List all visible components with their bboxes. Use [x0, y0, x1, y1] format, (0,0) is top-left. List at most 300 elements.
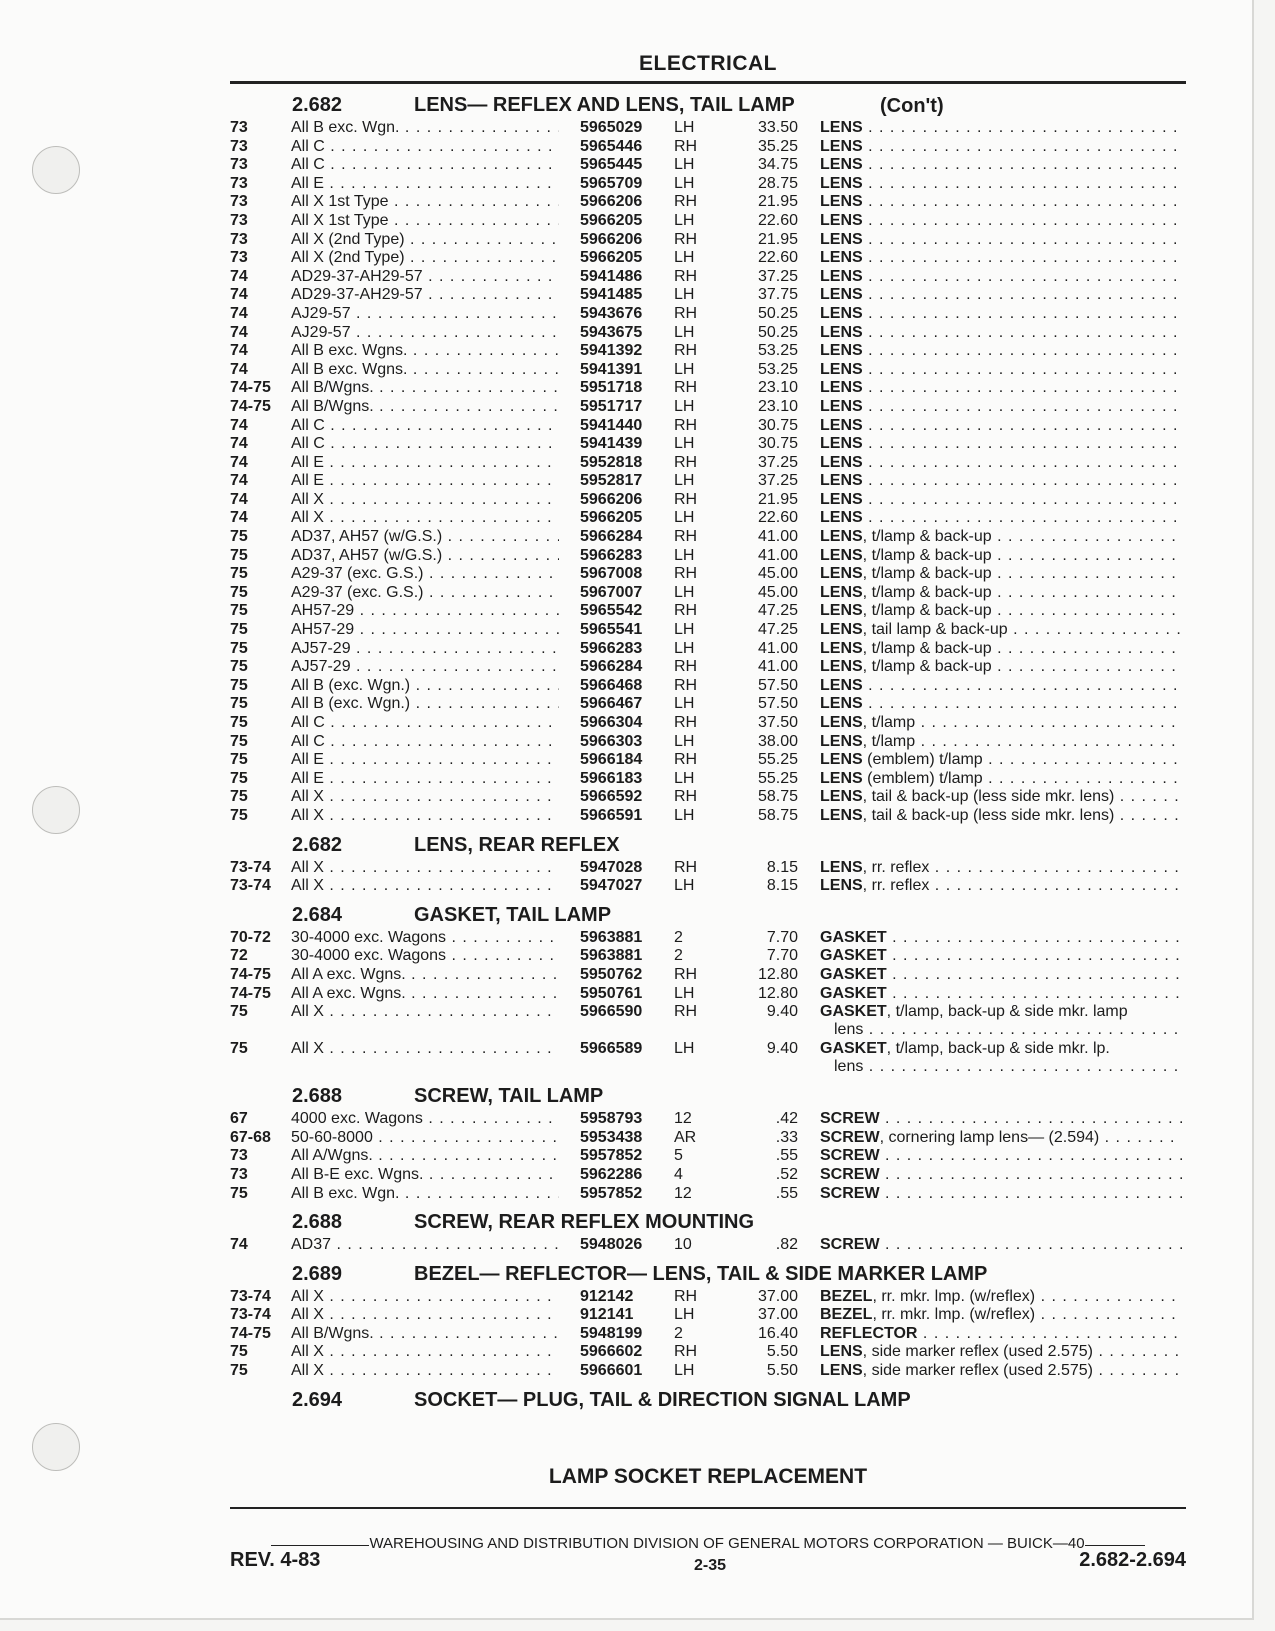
price: 45.00: [757, 565, 798, 583]
description-cell: [820, 1362, 1182, 1380]
application-text: AD37, AH57 (w/G.S.) . . .: [291, 528, 559, 545]
quantity-side: LH: [674, 360, 695, 378]
section-header: [0, 900, 1275, 929]
description-line: [820, 193, 1182, 210]
model-year: 75: [230, 1362, 248, 1380]
footer-division-text: WAREHOUSING AND DISTRIBUTION DIVISION OF GENERAL MOTORS CORPORATION — BUICK—40: [369, 1535, 1085, 1552]
part-number: 912142: [580, 1287, 634, 1305]
part-number: 5948026: [580, 1236, 643, 1254]
description-cell: [820, 807, 1182, 825]
part-name: LENS: [820, 304, 863, 322]
quantity-side: RH: [674, 267, 698, 285]
part-row: [0, 305, 1275, 324]
part-name: LENS: [820, 528, 863, 546]
part-name: LENS: [820, 249, 863, 267]
part-row: [0, 528, 1275, 547]
part-number: 5941391: [580, 360, 643, 378]
part-row: [0, 1362, 1275, 1381]
section-title: SOCKET— PLUG, TAIL & DIRECTION SIGNAL LAMP: [414, 1388, 911, 1411]
description-cell: [820, 249, 1182, 267]
description-cell: [820, 1325, 1182, 1343]
description-line: [820, 491, 1182, 508]
part-number: 5965029: [580, 119, 643, 136]
description-cell: [820, 119, 1182, 137]
description-text: , rr. mkr. lmp. (w/reflex): [872, 1287, 1036, 1305]
price: 5.50: [766, 1362, 798, 1380]
part-name: LENS: [820, 193, 863, 211]
quantity-side: LH: [674, 695, 695, 713]
description-line: [820, 1166, 1182, 1183]
part-name: GASKET: [820, 947, 887, 965]
application-text: All X (2nd Type) . . .: [291, 231, 559, 248]
description-line: [820, 966, 1182, 983]
price: 22.60: [757, 249, 798, 267]
application-text: All B/Wgns. . . .: [291, 398, 559, 415]
part-name: LENS: [820, 751, 863, 769]
application-cell: [291, 175, 559, 193]
part-name: SCREW: [820, 1165, 880, 1183]
description-cell: [820, 677, 1182, 695]
model-year: 73-74: [230, 877, 271, 895]
model-year: 73-74: [230, 1287, 271, 1305]
price: 41.00: [757, 639, 798, 657]
application-text: 50-60-8000 . . .: [291, 1129, 559, 1146]
description-line: [820, 714, 1182, 731]
description-cell: [820, 175, 1182, 193]
application-cell: [291, 584, 559, 602]
description-cell: [820, 1306, 1182, 1324]
description-line-2: [820, 1021, 1182, 1039]
quantity-side: RH: [674, 565, 698, 583]
description-line: [820, 1185, 1182, 1202]
description-text: (emblem) t/lamp: [862, 769, 983, 787]
quantity-side: LH: [674, 286, 695, 304]
model-year: 75: [230, 769, 248, 787]
quantity-side: LH: [674, 546, 695, 564]
description-line: [820, 528, 1182, 545]
price: 37.75: [757, 286, 798, 304]
application-cell: [291, 877, 559, 895]
price: 37.00: [757, 1306, 798, 1324]
part-name: LENS: [820, 695, 863, 713]
part-name: SCREW: [820, 1236, 880, 1254]
description-line: [820, 454, 1182, 471]
price: .55: [775, 1147, 798, 1165]
part-name: BEZEL: [820, 1287, 873, 1305]
parts-list: [0, 90, 1275, 1414]
model-year: 74-75: [230, 379, 271, 397]
quantity-side: 5: [674, 1147, 683, 1165]
application-cell: [291, 658, 559, 676]
application-cell: [291, 193, 559, 211]
description-cell: [820, 398, 1182, 416]
description-line: [820, 1362, 1182, 1379]
part-number: 5951717: [580, 397, 643, 415]
part-name: LENS: [820, 174, 863, 192]
part-name: LENS: [820, 806, 863, 824]
application-cell: [291, 231, 559, 249]
price: .55: [775, 1184, 798, 1202]
part-name: SCREW: [820, 1110, 880, 1128]
part-number: 5952817: [580, 472, 643, 490]
part-row: [0, 119, 1275, 138]
description-cell: [820, 361, 1182, 379]
model-year: 74: [230, 472, 248, 490]
application-text: A29-37 (exc. G.S.) . . .: [291, 584, 559, 601]
application-text: AD29-37-AH29-57 . . .: [291, 286, 559, 303]
section-title: BEZEL— REFLECTOR— LENS, TAIL & SIDE MARKER LAMP: [414, 1262, 988, 1285]
application-text: AJ29-57 . . .: [291, 324, 559, 341]
price: 58.75: [757, 806, 798, 824]
description-text: , t/lamp, back-up & side mkr. lp.: [886, 1040, 1110, 1058]
section-title: GASKET, TAIL LAMP: [414, 903, 612, 926]
description-line: [820, 658, 1182, 675]
header-rule: [230, 81, 1186, 84]
application-cell: [291, 1003, 559, 1021]
part-name: LENS: [820, 732, 863, 750]
part-number: 5948199: [580, 1324, 643, 1342]
description-cell: [820, 1166, 1182, 1184]
application-text: All B/Wgns. . . .: [291, 379, 559, 396]
description-cell: [820, 454, 1182, 472]
part-row: [0, 249, 1275, 268]
description-text: , side marker reflex (used 2.575): [862, 1362, 1093, 1380]
description-text: , rr. reflex: [862, 858, 930, 876]
part-name: GASKET: [820, 928, 887, 946]
part-row: [0, 1185, 1275, 1204]
application-text: All X . . .: [291, 807, 559, 824]
description-line: [820, 602, 1182, 619]
section-number: 2.682: [292, 94, 343, 116]
model-year: 75: [230, 676, 248, 694]
section-number: 2.688: [292, 1211, 343, 1234]
part-row: [0, 1306, 1275, 1325]
part-row: [0, 138, 1275, 157]
model-year: 75: [230, 602, 248, 620]
quantity-side: LH: [674, 397, 695, 415]
quantity-side: LH: [674, 621, 695, 639]
description-line: [820, 565, 1182, 582]
application-cell: [291, 398, 559, 416]
part-row: [0, 947, 1275, 966]
description-line: [820, 1129, 1182, 1146]
part-row: [0, 509, 1275, 528]
model-year: 75: [230, 732, 248, 750]
model-year: 73-74: [230, 858, 271, 876]
section-number: 2.694: [292, 1388, 343, 1411]
part-row: [0, 751, 1275, 770]
application-cell: [291, 119, 559, 137]
section-header: [0, 1259, 1275, 1288]
model-year: 73: [230, 156, 248, 174]
part-number: 5947027: [580, 877, 643, 895]
model-year: 75: [230, 695, 248, 713]
application-cell: [291, 947, 559, 965]
application-cell: [291, 305, 559, 323]
price: 35.25: [757, 137, 798, 155]
section-range: 2.682-2.694: [1079, 1549, 1186, 1571]
part-name: LENS: [820, 639, 863, 657]
description-line: [820, 929, 1182, 946]
part-number: 5965542: [580, 602, 643, 620]
part-row: [0, 714, 1275, 733]
part-row: [0, 1236, 1275, 1255]
description-line: [820, 212, 1182, 229]
part-name: LENS: [820, 509, 863, 527]
model-year: 73: [230, 193, 248, 211]
part-row: [0, 268, 1275, 287]
price: 41.00: [757, 546, 798, 564]
description-text: , t/lamp & back-up: [862, 565, 992, 583]
part-name: LENS: [820, 788, 863, 806]
section-header: [0, 1385, 1275, 1414]
part-row: [0, 212, 1275, 231]
part-number: 5966589: [580, 1040, 643, 1058]
description-text: , tail & back-up (less side mkr. lens): [862, 806, 1115, 824]
application-cell: [291, 695, 559, 713]
part-number: 5953438: [580, 1128, 643, 1146]
description-text: , side marker reflex (used 2.575): [862, 1343, 1093, 1361]
price: 55.25: [757, 769, 798, 787]
description-cell: [820, 584, 1182, 602]
description-line: [820, 677, 1182, 694]
part-number: 5966184: [580, 751, 643, 769]
part-number: 5941485: [580, 286, 643, 304]
description-text: , t/lamp: [862, 714, 916, 731]
model-year: 75: [230, 583, 248, 601]
quantity-side: 12: [674, 1110, 692, 1128]
part-number: 5965445: [580, 156, 643, 174]
description-text: , t/lamp & back-up: [862, 602, 992, 620]
section-continued: (Con't): [880, 95, 944, 117]
description-line: [820, 1236, 1182, 1253]
application-cell: [291, 1129, 559, 1147]
model-year: 70-72: [230, 928, 271, 946]
part-row: [0, 677, 1275, 696]
part-number: 5966205: [580, 509, 643, 527]
part-row: [0, 379, 1275, 398]
description-line: [820, 859, 1182, 876]
price: 23.10: [757, 397, 798, 415]
price: 58.75: [757, 788, 798, 806]
quantity-side: LH: [674, 435, 695, 453]
description-cell: [820, 1040, 1182, 1076]
description-line-2: [820, 1058, 1182, 1076]
description-line: [820, 733, 1182, 750]
description-line: [820, 1003, 1128, 1020]
description-line: [820, 342, 1182, 359]
description-line: [820, 417, 1182, 434]
application-cell: [291, 435, 559, 453]
part-row: [0, 435, 1275, 454]
application-text: AH57-29 . . .: [291, 602, 559, 619]
application-text: 4000 exc. Wagons . . .: [291, 1110, 559, 1127]
application-cell: [291, 472, 559, 490]
price: 41.00: [757, 658, 798, 676]
application-cell: [291, 714, 559, 732]
price: 9.40: [766, 1040, 798, 1058]
part-name: LENS: [820, 769, 863, 787]
application-text: All E . . .: [291, 175, 559, 192]
part-number: 5966183: [580, 769, 643, 787]
description-line: [820, 175, 1182, 192]
part-number: 5966205: [580, 211, 643, 229]
model-year: 74: [230, 509, 248, 527]
description-text: , cornering lamp lens— (2.594): [879, 1128, 1100, 1146]
model-year: 73: [230, 1147, 248, 1165]
quantity-side: RH: [674, 714, 698, 731]
part-name: SCREW: [820, 1128, 880, 1146]
application-text: All A exc. Wgns. . . .: [291, 985, 559, 1002]
application-cell: [291, 751, 559, 769]
quantity-side: RH: [674, 965, 698, 983]
description-line: [820, 547, 1182, 564]
price: 12.80: [757, 965, 798, 983]
price: 21.95: [757, 230, 798, 248]
description-line: [820, 231, 1182, 248]
application-cell: [291, 1185, 559, 1203]
part-row: [0, 1343, 1275, 1362]
model-year: 74: [230, 490, 248, 508]
description-text: (emblem) t/lamp: [862, 751, 983, 769]
part-name: GASKET: [820, 965, 887, 983]
application-cell: [291, 985, 559, 1003]
description-cell: [820, 435, 1182, 453]
model-year: 74-75: [230, 1324, 271, 1342]
application-text: All B (exc. Wgn.) . . .: [291, 695, 559, 712]
quantity-side: LH: [674, 877, 695, 895]
section-number: 2.689: [292, 1262, 343, 1285]
description-text: , rr. reflex: [862, 877, 930, 895]
part-number: 5966467: [580, 695, 643, 713]
price: 41.00: [757, 528, 798, 546]
price: 57.50: [757, 676, 798, 694]
description-cell: [820, 324, 1182, 342]
application-text: All E . . .: [291, 472, 559, 489]
application-text: All E . . .: [291, 454, 559, 471]
section-number: 2.684: [292, 903, 343, 926]
price: 37.25: [757, 453, 798, 471]
part-name: LENS: [820, 156, 863, 174]
part-number: 5966591: [580, 806, 643, 824]
application-cell: [291, 859, 559, 877]
quantity-side: LH: [674, 1362, 695, 1380]
part-name: LENS: [820, 360, 863, 378]
part-row: [0, 695, 1275, 714]
model-year: 73: [230, 119, 248, 136]
model-year: 75: [230, 639, 248, 657]
application-cell: [291, 1362, 559, 1380]
model-year: 74: [230, 416, 248, 434]
description-line: [820, 1306, 1182, 1323]
section-header: [0, 1081, 1275, 1110]
price: .82: [775, 1236, 798, 1254]
description-cell: [820, 379, 1182, 397]
description-text: , t/lamp & back-up: [862, 528, 992, 546]
price: 50.25: [757, 304, 798, 322]
application-cell: [291, 286, 559, 304]
description-line: [820, 156, 1182, 173]
description-line: [820, 1343, 1182, 1360]
description-line: [820, 361, 1182, 378]
application-cell: [291, 966, 559, 984]
description-cell: [820, 509, 1182, 527]
price: 33.50: [757, 119, 798, 136]
quantity-side: RH: [674, 858, 698, 876]
part-row: [0, 565, 1275, 584]
part-number: 5941486: [580, 267, 643, 285]
price: 5.50: [766, 1343, 798, 1361]
part-name: SCREW: [820, 1184, 880, 1202]
description-cell: [820, 788, 1182, 806]
description-line: [820, 788, 1182, 805]
quantity-side: RH: [674, 1003, 698, 1021]
part-number: 5967007: [580, 583, 643, 601]
part-row: [0, 491, 1275, 510]
quantity-side: RH: [674, 342, 698, 360]
price: 7.70: [766, 947, 798, 965]
application-text: All B-E exc. Wgns. . . .: [291, 1166, 559, 1183]
model-year: 75: [230, 621, 248, 639]
price: .33: [775, 1128, 798, 1146]
part-row: [0, 324, 1275, 343]
application-text: A29-37 (exc. G.S.) . . .: [291, 565, 559, 582]
model-year: 74: [230, 435, 248, 453]
part-number: 5965709: [580, 174, 643, 192]
part-name: LENS: [820, 472, 863, 490]
application-text: All X 1st Type . . .: [291, 212, 559, 229]
application-cell: [291, 249, 559, 267]
model-year: 73-74: [230, 1306, 271, 1324]
description-line: [820, 584, 1182, 601]
part-row: [0, 1166, 1275, 1185]
description-line: [820, 1110, 1182, 1127]
quantity-side: LH: [674, 119, 695, 136]
application-cell: [291, 733, 559, 751]
model-year: 72: [230, 947, 248, 965]
description-text: , t/lamp & back-up: [862, 658, 992, 676]
section-title: SCREW, REAR REFLEX MOUNTING: [414, 1211, 755, 1234]
part-number: 5966602: [580, 1343, 643, 1361]
part-name: LENS: [820, 267, 863, 285]
description-line: [820, 621, 1182, 638]
description-cell: [820, 1185, 1182, 1203]
part-name: LENS: [820, 858, 863, 876]
description-text: , t/lamp & back-up: [862, 546, 992, 564]
price: 47.25: [757, 602, 798, 620]
part-number: 5963881: [580, 947, 643, 965]
part-number: 5941440: [580, 416, 643, 434]
description-cell: [820, 1003, 1182, 1039]
part-name: LENS: [820, 546, 863, 564]
quantity-side: RH: [674, 1343, 698, 1361]
description-cell: [820, 491, 1182, 509]
price: 8.15: [766, 858, 798, 876]
application-text: All X . . .: [291, 1362, 559, 1379]
part-name: LENS: [820, 397, 863, 415]
application-cell: [291, 640, 559, 658]
description-line: [820, 509, 1182, 526]
quantity-side: RH: [674, 676, 698, 694]
revision-label: REV. 4-83: [230, 1549, 321, 1571]
description-text: , t/lamp & back-up: [862, 639, 992, 657]
part-name: LENS: [820, 137, 863, 155]
description-text: , tail lamp & back-up: [862, 621, 1008, 639]
section-header: [0, 830, 1275, 859]
application-cell: [291, 379, 559, 397]
quantity-side: RH: [674, 230, 698, 248]
part-row: [0, 621, 1275, 640]
